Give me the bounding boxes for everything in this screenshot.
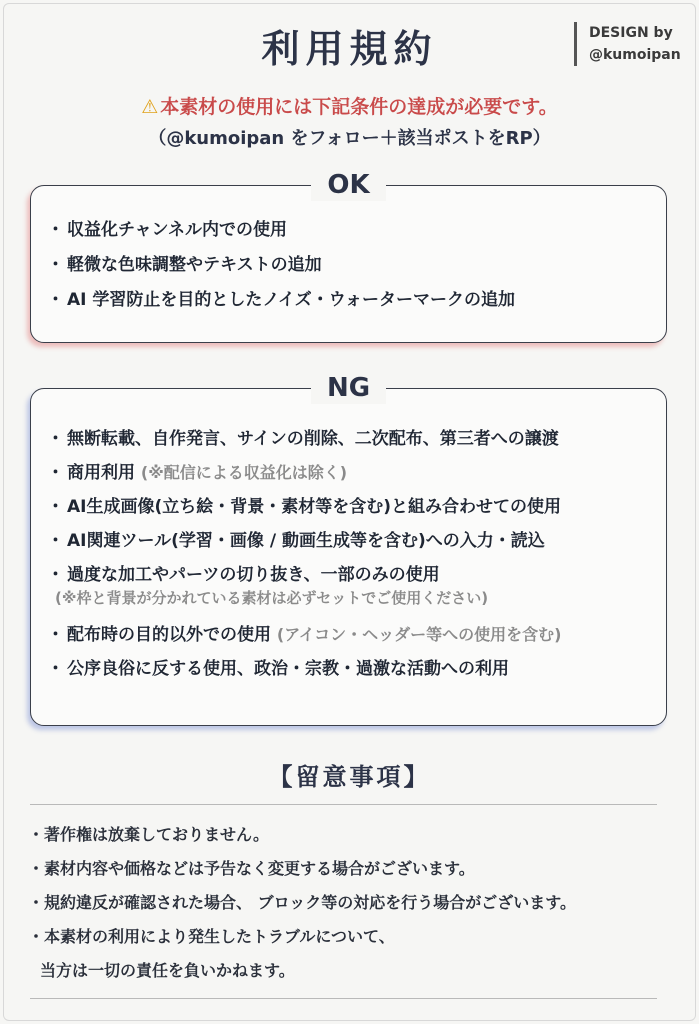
bullet: ・: [47, 255, 64, 275]
bullet: ・: [47, 463, 64, 483]
list-item: [47, 623, 656, 657]
list-item: [28, 886, 689, 920]
ng-item-text: 無断転載、自作発言、サインの削除、二次配布、第三者への譲渡: [67, 429, 559, 449]
credit-handle: @kumoipan: [589, 47, 681, 63]
notice-subtext: （@kumoipan をフォロー＋該当ポストをRP）: [148, 128, 551, 149]
ok-item-text: 収益化チャンネル内での使用: [67, 220, 287, 240]
page-title: 利用規約: [261, 27, 438, 71]
notes-list: [28, 818, 689, 988]
note-text: 素材内容や価格などは予告なく変更する場合がございます。: [44, 859, 475, 878]
ok-list: [47, 218, 656, 323]
bullet: ・: [47, 659, 64, 679]
ok-item-text: 軽微な色味調整やテキストの追加: [67, 255, 322, 275]
list-item: [47, 461, 656, 495]
list-item: [28, 920, 689, 988]
note-text: 規約違反が確認された場合、 ブロック等の対応を行う場合がございます。: [44, 893, 576, 912]
ng-item-text: 配布時の目的以外での使用: [67, 625, 271, 645]
credit-label: DESIGN by: [589, 25, 673, 41]
bullet: ・: [47, 565, 64, 585]
list-item: [47, 657, 656, 691]
ng-item-text: 公序良俗に反する使用、政治・宗教・過激な活動への利用: [67, 659, 509, 679]
bullet: ・: [47, 220, 64, 240]
list-item: [47, 563, 656, 623]
notice-text: 本素材の使用には下記条件の達成が必要です。: [160, 96, 558, 118]
bullet: ・: [47, 429, 64, 449]
bullet: ・: [47, 497, 64, 517]
ok-section: [30, 170, 667, 343]
note-continuation: 当方は一切の責任を負いかねます。: [40, 961, 295, 980]
warning-icon: ⚠: [141, 96, 159, 118]
ng-item-text: AI関連ツール(学習・画像 / 動画生成等を含む)への入力・読込: [67, 531, 545, 551]
ng-item-subnote: (※枠と背景が分かれている素材は必ずセットでご使用ください): [55, 589, 489, 607]
bullet: ・: [28, 825, 45, 844]
ng-item-text: AI生成画像(立ち絵・背景・素材等を含む)と組み合わせての使用: [67, 497, 562, 517]
ng-item-text: 過度な加工やパーツの切り抜き、一部のみの使用: [67, 565, 440, 585]
list-item: [28, 818, 689, 852]
notes-title: 【留意事項】: [268, 763, 431, 791]
ng-item-text: 商用利用: [67, 463, 135, 483]
ok-item-text: AI 学習防止を目的としたノイズ・ウォーターマークの追加: [67, 290, 516, 310]
divider: [30, 998, 657, 999]
list-item: [47, 218, 656, 253]
note-text: 著作権は放棄しておりません。: [44, 825, 269, 844]
ng-list: [47, 427, 656, 691]
ok-heading-wrap: [31, 169, 666, 201]
note-text: 本素材の利用により発生したトラブルについて、: [44, 927, 395, 946]
ng-item-note: (アイコン・ヘッダー等への使用を含む): [276, 625, 562, 644]
list-item: [47, 288, 656, 323]
list-item: [28, 852, 689, 886]
bullet: ・: [47, 290, 64, 310]
list-item: [47, 529, 656, 563]
bullet: ・: [47, 625, 64, 645]
ng-heading: NG: [311, 372, 386, 404]
ng-section: [30, 373, 667, 726]
design-credit: [574, 22, 681, 66]
list-item: [47, 495, 656, 529]
bullet: ・: [28, 859, 45, 878]
bullet: ・: [28, 927, 45, 946]
ok-heading: OK: [311, 169, 385, 201]
ng-item-note: (※配信による収益化は除く): [140, 463, 348, 482]
ng-heading-wrap: [31, 372, 666, 404]
divider: [30, 804, 657, 805]
bullet: ・: [47, 531, 64, 551]
list-item: [47, 427, 656, 461]
list-item: [47, 253, 656, 288]
bullet: ・: [28, 893, 45, 912]
requirement-notice: [0, 92, 699, 119]
